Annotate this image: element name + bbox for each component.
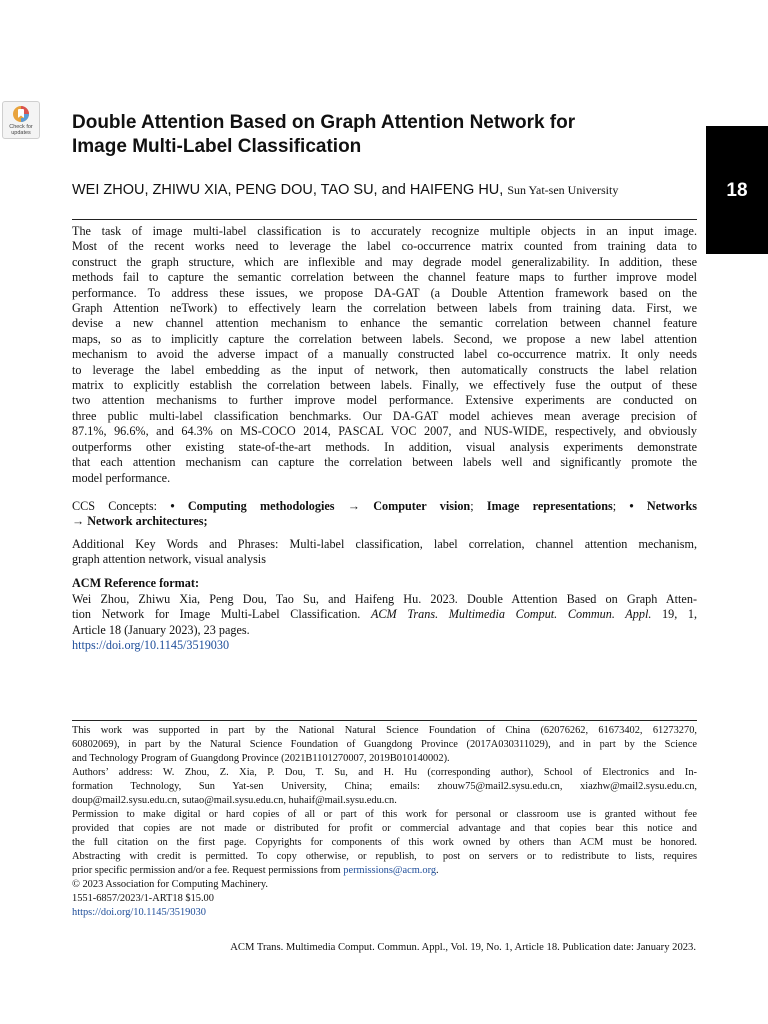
issn-line: 1551-6857/2023/1-ART18 $15.00	[72, 893, 214, 904]
abstract-line: three public multi-label classification benchmarks. Our DA-GAT model achieves mean average precision of	[72, 408, 697, 423]
ccs-separator: ;	[470, 499, 474, 513]
address-line: doup@mail2.sysu.edu.cn, sutao@mail.sysu.edu.cn, huhaif@mail.sysu.edu.cn.	[72, 795, 397, 806]
keywords-line-2: graph attention network, visual analysis	[72, 552, 266, 567]
reference-line-2	[72, 607, 697, 622]
abstract-line: mechanism to avoid the adverse impact of a manually constructed label co-occurrence matrix. It only needs	[72, 347, 697, 362]
funding-line: 60802069), in part by the Natural Science Foundation of Guangdong Province (2017A030311029), and in part by the Science	[72, 739, 697, 750]
abstract-line: two attention mechanisms to further improve model performance. Extensive experiments are conducted on	[72, 393, 697, 408]
check-for-updates-icon	[11, 104, 31, 124]
ccs-separator: ;	[612, 499, 617, 513]
abstract-line: Most of the recent works need to leverage the label co-occurrence matrix counted from training data to	[72, 239, 697, 254]
reference-doi-link[interactable]: https://doi.org/10.1145/3519030	[72, 638, 230, 653]
permission-line	[72, 864, 697, 878]
title-line-2: Image Multi-Label Classification	[72, 136, 362, 157]
permissions-email-link[interactable]: permissions@acm.org	[343, 865, 437, 876]
ccs-label: CCS Concepts:	[72, 499, 158, 513]
funding-line: This work was supported in part by the National Natural Science Foundation of China (62076262, 61673402, 61273270,	[72, 725, 697, 736]
abstract-line: that each attention mechanism can capture the correlation between labels well and significantly promote the	[72, 455, 697, 470]
footnote-divider	[72, 720, 697, 721]
abstract-line: construct the graph structure, which are inflexible and may degrade model generalizability. In addition, these	[72, 254, 697, 269]
permission-line: the full citation on the first page. Copyrights for components of this work owned by others than ACM must be honored.	[72, 837, 697, 848]
abstract-line: to leverage the label embedding as the input of network, then automatically constructs the label relation	[72, 362, 697, 377]
author-affiliation: Sun Yat-sen University	[507, 183, 619, 197]
abstract-line: model performance.	[72, 470, 171, 485]
abstract-line: maps, so as to implicitly capture the correlation between labels. Second, we propose a new label attention	[72, 331, 697, 346]
footnotes	[72, 724, 697, 920]
title-line-1: Double Attention Based on Graph Attention Network for	[72, 112, 576, 133]
abstract-line: performance. To address these issues, we propose DA-GAT (a Double Attention framework based on the	[72, 285, 697, 300]
reference-volume: 19, 1,	[662, 607, 697, 622]
reference-line-3: Article 18 (January 2023), 23 pages.	[72, 622, 250, 637]
abstract-line: outperforms other existing state-of-the-art methods. In addition, visual analysis experiments demonstrate	[72, 439, 697, 454]
address-line: formation Technology, Sun Yat-sen University, China; emails: zhouw75@mail2.sysu.edu.cn, xiazhw@mail2.sysu.edu.cn,	[72, 781, 697, 792]
reference-journal: ACM Trans. Multimedia Comput. Commun. Appl.	[370, 607, 652, 622]
permission-line: Abstracting with credit is permitted. To copy otherwise, or republish, to post on servers or to redistribute to lists, requires	[72, 851, 697, 862]
keywords-line-1: Additional Key Words and Phrases: Multi-label classification, label correlation, channel attention mechanism,	[72, 537, 697, 551]
header-divider	[72, 219, 697, 220]
address-line: Authors’ address: W. Zhou, Z. Xia, P. Dou, T. Su, and H. Hu (corresponding author), School of Electronics and In-	[72, 767, 697, 778]
permission-line: Permission to make digital or hard copies of all or part of this work for personal or classroom use is granted without fee	[72, 809, 697, 820]
reference-title: tion Network for Image Multi-Label Classification.	[72, 607, 361, 622]
copyright-line: © 2023 Association for Computing Machinery.	[72, 879, 268, 890]
ccs-line-2	[72, 514, 697, 529]
abstract-line: matrix to explicitly establish the correlation between labels. Finally, we effectively fuse the output of these	[72, 378, 697, 393]
badge-label-line1: Check for	[9, 124, 33, 130]
reference-format	[72, 592, 697, 654]
badge-label-line2: updates	[11, 130, 31, 136]
funding-line: and Technology Program of Guangdong Province (2021B1101270007, 2019B010140002).	[72, 753, 450, 764]
ccs-term-computer-vision: • Computing methodologies → Computer vision	[170, 499, 471, 513]
article-number-tab	[706, 126, 768, 254]
permission-line: provided that copies are not made or distributed for profit or commercial advantage and that copies bear this notice and	[72, 823, 697, 834]
abstract-line: methods fail to capture the semantic correlation between the channel feature maps to further improve model	[72, 270, 697, 285]
ccs-term-networks: • Networks	[629, 499, 698, 513]
abstract-line: Graph Attention neTwork) to effectively learn the correlation between labels from training data. First, we	[72, 301, 697, 316]
ccs-line-1	[72, 499, 697, 514]
running-footer: ACM Trans. Multimedia Comput. Commun. Appl., Vol. 19, No. 1, Article 18. Publication date: January 2023.	[230, 942, 696, 953]
author-list	[72, 182, 697, 198]
ccs-concepts	[72, 499, 697, 530]
article-number: 18	[726, 180, 748, 201]
abstract-line: 87.1%, 96.6%, and 64.3% on MS-COCO 2014, PASCAL VOC 2007, and NUS-WIDE, respectively, and obviously	[72, 424, 697, 439]
permission-period: .	[436, 865, 439, 876]
reference-heading: ACM Reference format:	[72, 576, 199, 590]
paper-title	[72, 111, 692, 159]
abstract-line: The task of image multi-label classification is to accurately recognize multiple objects in an input image.	[72, 224, 697, 238]
keywords	[72, 537, 697, 568]
footnote-doi-link[interactable]: https://doi.org/10.1145/3519030	[72, 907, 206, 918]
abstract-line: devise a new channel attention mechanism to enhance the semantic correlation between channel feature	[72, 316, 697, 331]
permission-text: prior specific permission and/or a fee. Request permissions from	[72, 865, 341, 876]
author-names: WEI ZHOU, ZHIWU XIA, PENG DOU, TAO SU, and HAIFENG HU,	[72, 182, 504, 198]
abstract	[72, 224, 697, 486]
ccs-term-network-architectures: → Network architectures;	[72, 514, 208, 529]
check-for-updates-badge[interactable]	[2, 101, 40, 139]
ccs-term-image-representations: Image representations	[486, 499, 613, 513]
reference-line-1: Wei Zhou, Zhiwu Xia, Peng Dou, Tao Su, and Haifeng Hu. 2023. Double Attention Based on Graph Atten-	[72, 592, 697, 606]
